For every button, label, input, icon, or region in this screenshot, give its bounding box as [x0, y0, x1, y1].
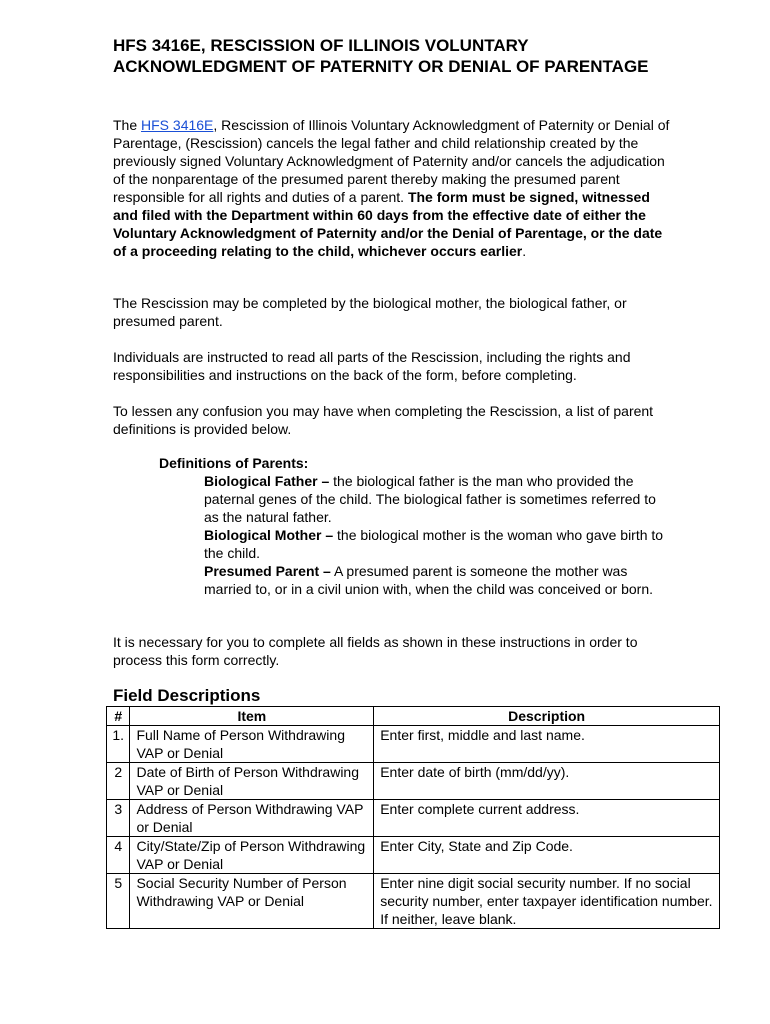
- instructions-paragraph: Individuals are instructed to read all parts of the Rescission, including the rights and responsibilities and instructions on the back of the form, before completing.: [113, 349, 631, 383]
- row-item: Address of Person Withdrawing VAP or Denial: [130, 800, 374, 837]
- intro-body: , Rescission of Illinois Voluntary Acknowledgment of Paternity or Denial of Parentage, (Rescission) cancels the legal father and child relationship created by the previously signed Voluntary Acknowledgment of Paternity and/or cancels the adjudication of the nonparentage of the presumed parent thereby making the presumed parent responsible for all rights and duties of a parent.: [113, 117, 670, 205]
- table-row: [107, 837, 720, 874]
- row-number: 3: [107, 800, 130, 837]
- row-description: Enter first, middle and last name.: [374, 726, 720, 763]
- row-number: 5: [107, 874, 130, 929]
- intro-bold-notice: The form must be signed, witnessed and filed with the Department within 60 days from the effective date of either the Voluntary Acknowledgment of Paternity and/or the Denial of Parentage, or the date of a proceeding relating to the child, whichever occurs earlier: [113, 189, 663, 259]
- definition-biological-father: [204, 472, 664, 526]
- intro-paragraph: [113, 116, 673, 260]
- row-number: 4: [107, 837, 130, 874]
- row-item: Full Name of Person Withdrawing VAP or Denial: [130, 726, 374, 763]
- document-title: HFS 3416E, RESCISSION OF ILLINOIS VOLUNTARY ACKNOWLEDGMENT OF PATERNITY OR DENIAL OF PARENTAGE: [113, 36, 649, 76]
- row-item: Social Security Number of Person Withdrawing VAP or Denial: [130, 874, 374, 929]
- row-description: Enter date of birth (mm/dd/yy).: [374, 763, 720, 800]
- row-description: Enter City, State and Zip Code.: [374, 837, 720, 874]
- row-description: Enter complete current address.: [374, 800, 720, 837]
- definition-term: Biological Father –: [204, 473, 330, 489]
- table-header-row: [107, 707, 720, 726]
- row-item: City/State/Zip of Person Withdrawing VAP or Denial: [130, 837, 374, 874]
- definitions-intro-paragraph: To lessen any confusion you may have when completing the Rescission, a list of parent definitions is provided below.: [113, 403, 654, 437]
- header-number: #: [107, 707, 130, 726]
- header-description: Description: [374, 707, 720, 726]
- table-row: [107, 726, 720, 763]
- field-descriptions-title: Field Descriptions: [113, 686, 261, 705]
- row-number: 1.: [107, 726, 130, 763]
- definitions-heading: Definitions of Parents:: [159, 455, 309, 471]
- definition-biological-mother: [204, 526, 664, 562]
- field-descriptions-table: [106, 706, 720, 929]
- completion-paragraph: It is necessary for you to complete all fields as shown in these instructions in order to process this form correctly.: [113, 634, 638, 668]
- table-row: [107, 874, 720, 929]
- form-link[interactable]: HFS 3416E: [141, 117, 214, 133]
- intro-prefix: The: [113, 117, 142, 133]
- row-item: Date of Birth of Person Withdrawing VAP or Denial: [130, 763, 374, 800]
- intro-end: .: [522, 243, 527, 259]
- header-item: Item: [130, 707, 374, 726]
- definition-text: the biological mother is the woman who gave birth to the child.: [204, 527, 664, 561]
- definition-term: Biological Mother –: [204, 527, 334, 543]
- table-row: [107, 763, 720, 800]
- table-row: [107, 800, 720, 837]
- row-description: Enter nine digit social security number. If no social security number, enter taxpayer identification number. If neither, leave blank.: [374, 874, 720, 929]
- definition-term: Presumed Parent –: [204, 563, 331, 579]
- row-number: 2: [107, 763, 130, 800]
- definition-text: the biological father is the man who provided the paternal genes of the child. The biological father is sometimes referred to as the natural father.: [204, 473, 656, 525]
- definition-presumed-parent: [204, 562, 664, 598]
- who-may-complete-paragraph: The Rescission may be completed by the biological mother, the biological father, or presumed parent.: [113, 295, 627, 329]
- definition-text: A presumed parent is someone the mother was married to, or in a civil union with, when the child was conceived or born.: [204, 563, 653, 597]
